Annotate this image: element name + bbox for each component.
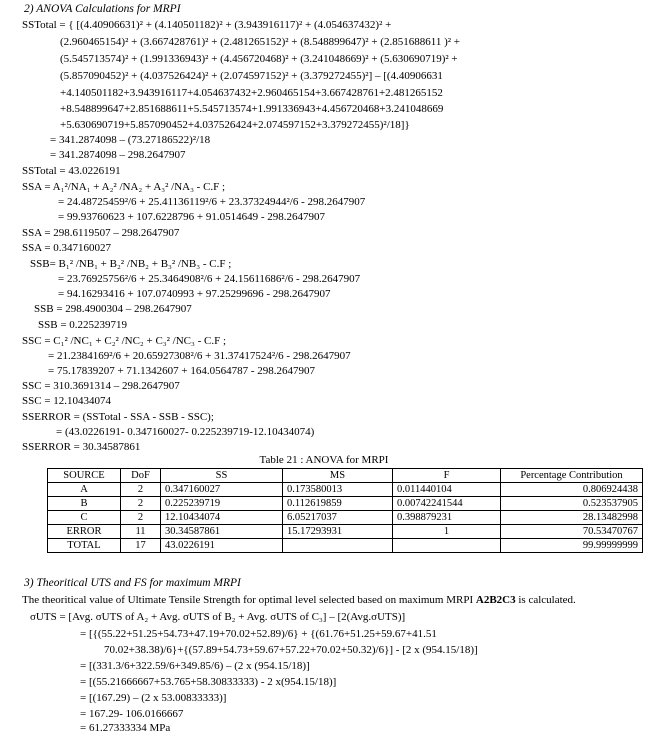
equation-line: (5.545713574)² + (1.991336943)² + (4.456720468)² + (3.241048669)² + (5.630690719)² + (60, 53, 458, 65)
cell-f: 1 (393, 525, 501, 539)
equation-line: = [(331.3/6+322.59/6+349.85/6) – (2 x (954.15/18)] (80, 660, 310, 672)
cell-source: TOTAL (48, 539, 121, 553)
equation-line: SSERROR = (SSTotal - SSA - SSB - SSC); (22, 411, 214, 423)
table-row (48, 511, 643, 525)
cell-percentage: 70.53470767 (501, 525, 643, 539)
intro-text: The theoritical value of Ultimate Tensile Strength for optimal level selected based on maximum MRPI (22, 594, 474, 606)
header-ss: SS (161, 469, 283, 483)
cell-dof: 2 (121, 511, 161, 525)
header-ms: MS (283, 469, 393, 483)
cell-ss: 0.225239719 (161, 497, 283, 511)
equation-line: +5.630690719+5.857090452+4.037526424+2.074597152+3.379272455)²/18]} (60, 119, 410, 131)
cell-ms: 15.17293931 (283, 525, 393, 539)
anova-table (47, 468, 643, 553)
cell-dof: 2 (121, 483, 161, 497)
cell-f: 0.011440104 (393, 483, 501, 497)
cell-ms: 0.173580013 (283, 483, 393, 497)
cell-percentage: 99.99999999 (501, 539, 643, 553)
equation-line: = 341.2874098 – (73.27186522)²/18 (50, 134, 211, 146)
table-row (48, 539, 643, 553)
equation-line: = [(55.21666667+53.765+58.30833333) - 2 x(954.15/18)] (80, 676, 337, 688)
equation-line: = 167.29- 106.0166667 (80, 708, 184, 720)
cell-percentage: 28.13482998 (501, 511, 643, 525)
equation-line: 70.02+38.38)/6}+{(57.89+54.73+59.67+57.22+70.02+50.32)/6}] - [2 x (954.15/18)] (104, 644, 478, 656)
equation-line: = [(167.29) – (2 x 53.00833333)] (80, 692, 227, 704)
equation-line: SSA = 298.6119507 – 298.2647907 (22, 227, 180, 239)
cell-source: ERROR (48, 525, 121, 539)
section-heading-theoretical: 3) Theoritical UTS and FS for maximum MRPI (24, 577, 241, 589)
table-row (48, 525, 643, 539)
equation-line: SSC = C₁² /NC₁ + C₂² /NC₂ + C₃² /NC₃ - C.F ; (22, 335, 227, 347)
intro-paragraph (22, 595, 576, 606)
equation-line: SSB = 0.225239719 (38, 319, 128, 331)
section-heading-anova: 2) ANOVA Calculations for MRPI (24, 3, 181, 15)
equation-line: = 24.48725459²/6 + 25.41136119²/6 + 23.37324944²/6 - 298.2647907 (58, 196, 366, 208)
cell-ms: 0.112619859 (283, 497, 393, 511)
cell-source: A (48, 483, 121, 497)
intro-optimal-level: A2B2C3 (475, 594, 516, 606)
header-source: SOURCE (48, 469, 121, 483)
equation-line: SSTotal = { [(4.40906631)² + (4.140501182)² + (3.943916117)² + (4.054637432)² + (22, 19, 392, 31)
equation-line: = 61.27333334 MPa (80, 722, 171, 734)
header-dof: DoF (121, 469, 161, 483)
cell-ss: 30.34587861 (161, 525, 283, 539)
cell-f: 0.00742241544 (393, 497, 501, 511)
equation-line: SSC = 310.3691314 – 298.2647907 (22, 380, 180, 392)
header-percentage: Percentage Contribution (501, 469, 643, 483)
equation-line: SSB = 298.4900304 – 298.2647907 (34, 303, 192, 315)
cell-ss: 12.10434074 (161, 511, 283, 525)
cell-percentage: 0.523537905 (501, 497, 643, 511)
equation-line: +4.140501182+3.943916117+4.054637432+2.960465154+3.667428761+2.481265152 (60, 87, 443, 99)
equation-line: SSERROR = 30.34587861 (22, 441, 141, 453)
equation-line: (5.857090452)² + (4.037526424)² + (2.074597152)² + (3.379272455)²] – [(4.40906631 (60, 70, 443, 82)
equation-line: SSA = A₁²/NA₁ + A₂² /NA₂ + A₃² /NA₃ - C.F ; (22, 181, 226, 193)
cell-source: C (48, 511, 121, 525)
cell-dof: 11 (121, 525, 161, 539)
cell-f: 0.398879231 (393, 511, 501, 525)
equation-line: SSB= B₁² /NB₁ + B₂² /NB₂ + B₃² /NB₃ - C.F ; (30, 258, 232, 270)
table-caption: Table 21 : ANOVA for MRPI (259, 454, 389, 466)
equation-line: SSA = 0.347160027 (22, 242, 112, 254)
equation-line: = 23.76925756²/6 + 25.3464908²/6 + 24.15611686²/6 - 298.2647907 (58, 273, 361, 285)
equation-line: SSC = 12.10434074 (22, 395, 112, 407)
equation-line: = 341.2874098 – 298.2647907 (50, 149, 186, 161)
cell-f (393, 539, 501, 553)
header-f: F (393, 469, 501, 483)
equation-line: = (43.0226191- 0.347160027- 0.225239719-12.10434074) (56, 426, 315, 438)
equation-line: = 94.16293416 + 107.0740993 + 97.25299696 - 298.2647907 (58, 288, 331, 300)
equation-line: σUTS = [Avg. σUTS of A₂ + Avg. σUTS of B₂ + Avg. σUTS of C₃] – [2(Avg.σUTS)] (30, 611, 406, 623)
cell-source: B (48, 497, 121, 511)
cell-ms: 6.05217037 (283, 511, 393, 525)
equation-line: SSTotal = 43.0226191 (22, 165, 121, 177)
equation-line: = 99.93760623 + 107.6228796 + 91.0514649 - 298.2647907 (58, 211, 326, 223)
table-header-row (48, 469, 643, 483)
cell-ss: 0.347160027 (161, 483, 283, 497)
cell-ss: 43.0226191 (161, 539, 283, 553)
table-row (48, 497, 643, 511)
cell-ms (283, 539, 393, 553)
table-row (48, 483, 643, 497)
equation-line: +8.548899647+2.851688611+5.545713574+1.991336943+4.456720468+3.241048669 (60, 103, 444, 115)
equation-line: = [{(55.22+51.25+54.73+47.19+70.02+52.89)/6} + {(61.76+51.25+59.67+41.51 (80, 628, 437, 640)
intro-text-end: is calculated. (515, 594, 576, 606)
equation-line: (2.960465154)² + (3.667428761)² + (2.481265152)² + (8.548899647)² + (2.851688611 )² + (60, 36, 460, 48)
equation-line: = 21.2384169²/6 + 20.65927308²/6 + 31.37417524²/6 - 298.2647907 (48, 350, 351, 362)
cell-percentage: 0.806924438 (501, 483, 643, 497)
equation-line: = 75.17839207 + 71.1342607 + 164.0564787 - 298.2647907 (48, 365, 316, 377)
cell-dof: 2 (121, 497, 161, 511)
cell-dof: 17 (121, 539, 161, 553)
